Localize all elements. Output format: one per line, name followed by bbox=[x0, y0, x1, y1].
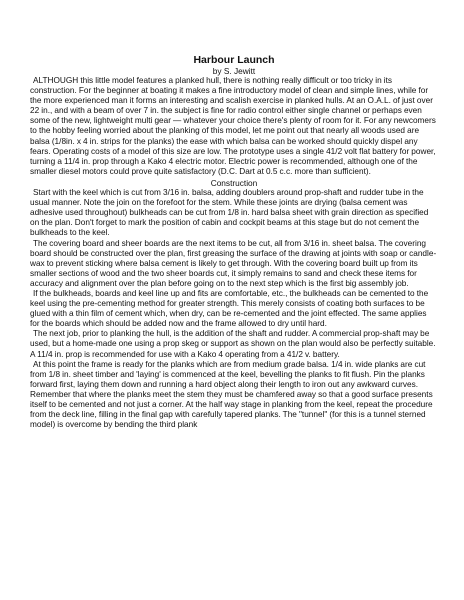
body-paragraph: At this point the frame is ready for the planks which are from medium grade balsa. 1/4 in. wide planks are cut from 1/8 in. sheet timber and 'laying' is commenced at the keel, bevelling the planks to fit flush. Pin the planks forward first, laying them down and running a hard object along their length to iron out any awkward curves. Remember that where the planks meet the stem they must be chamfered away so that a good surface presents itself to be cemented and not just a corner. At the half way stage in planking from the keel, repeat the procedure from the deck line, filling in the final gap with carefully tapered planks. The "tunnel" (for this is a tunnel sterned model) is overcome by bending the third plank bbox=[30, 359, 433, 430]
body-paragraph: If the bulkheads, boards and keel line up and fits are comfortable, etc., the bulkheads can be cemented to the keel using the pre-cementing method for greater strength. This merely consists of coating both surfaces to be glued with a thin film of cement which, when dry, can be re-cemented and the joint effected. The same applies for the boards which should be added now and the frame allowed to dry until hard. bbox=[30, 288, 429, 329]
section-heading: Construction bbox=[210, 177, 258, 188]
body-paragraph: The covering board and sheer boards are the next items to be cut, all from 3/16 in. sheet balsa. The covering board should be constructed over the plan, first greasing the surface of the drawing at joints with soap or candle-wax to prevent sticking where balsa cement is likely to get through. With the covering board built up from its smaller sections of wood and the two sheer boards cut, it simply remains to sand and check these items for accuracy and alignment over the plan before going on to the next step which is the first big assembly job. bbox=[30, 238, 437, 288]
article bbox=[30, 55, 438, 430]
body-paragraph: Start with the keel which is cut from 3/16 in. balsa, adding doublers around prop-shaft and rudder tube in the usual manner. Note the join on the forefoot for the stem. While these joints are drying (balsa cement was adhesive used throughout) bulkheads can be cut from 1/8 in. hard balsa sheet with grain direction as specified on the plan. Don't forget to mark the position of cabin and cockpit beams at this stage but do not cement the bulkheads to the keel. bbox=[30, 188, 429, 238]
article-byline: by S. Jewitt bbox=[212, 66, 256, 76]
article-title: Harbour Launch bbox=[193, 54, 275, 66]
intro-paragraph: ALTHOUGH this little model features a planked hull, there is nothing really difficult or too tricky in its construction. For the beginner at boating it makes a fine introductory model of clean and simple lines, while for the more experienced man it forms an interesting and scalish exercise in planked hulls. At an O.A.L. of just over 22 in., and with a beam of over 7 in. the subject is fine for radio control either single channel or perhaps even some of the new, lightweight multi gear — whatever your choice there's plenty of room for it. For any newcomers to the hobby feeling worried about the planking of this model, let me point out that nearly all woods used are balsa (1/8in. x 4 in. strips for the planks) the ease with which balsa can be worked should quickly dispel any fears. Operating costs of a model of this size are low. The prototype uses a single 41/2 volt flat battery for power, turning a 11/4 in. prop through a Kako 4 electric motor. Electric power is recommended, although one of the smaller diesel motors could prove quite satisfactory (D.C. Dart at 0.5 c.c. more than sufficient). bbox=[30, 76, 436, 176]
body-paragraph: The next job, prior to planking the hull, is the addition of the shaft and rudder. A commercial prop-shaft may be used, but a home-made one using a prop skeg or support as shown on the plan would also be perfectly suitable. A 11/4 in. prop is recommended for use with a Kako 4 operating from a 41/2 v. battery. bbox=[30, 329, 436, 359]
